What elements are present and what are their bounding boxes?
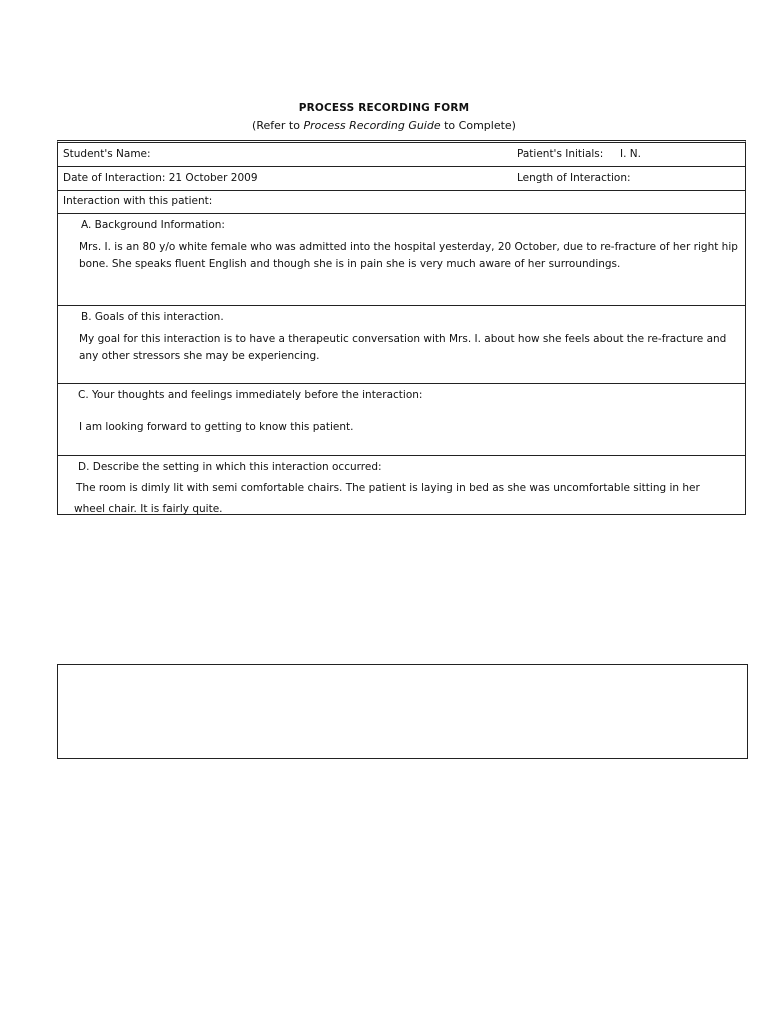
subtitle-guide-name: Process Recording Guide bbox=[303, 119, 441, 132]
section-goals bbox=[58, 306, 745, 384]
section-setting bbox=[58, 456, 745, 514]
section-a-heading: A. Background Information: bbox=[81, 219, 225, 231]
interaction-with-patient-label: Interaction with this patient: bbox=[63, 195, 213, 207]
subtitle-suffix: to Complete) bbox=[440, 119, 516, 132]
patient-initials-label: Patient's Initials: bbox=[517, 148, 604, 160]
student-name-label: Student's Name: bbox=[63, 148, 151, 160]
form-subtitle bbox=[0, 119, 768, 132]
form-title: PROCESS RECORDING FORM bbox=[298, 102, 470, 114]
section-b-body: My goal for this interaction is to have a therapeutic conversation with Mrs. I. about how she feels about the re-fracture and any other stressors she may be experiencing. bbox=[79, 333, 727, 362]
patient-initials-value: I. N. bbox=[620, 148, 641, 160]
section-a-body: Mrs. I. is an 80 y/o white female who was admitted into the hospital yesterday, 20 October, due to re-fracture of her right hip bone. She speaks fluent English and though she is in pain she is very much aware of her surroundings. bbox=[79, 241, 738, 270]
row-student-patient bbox=[58, 143, 745, 167]
date-of-interaction: Date of Interaction: 21 October 2009 bbox=[63, 172, 258, 184]
section-c-body: I am looking forward to getting to know this patient. bbox=[79, 421, 354, 433]
section-d-heading: D. Describe the setting in which this interaction occurred: bbox=[78, 461, 382, 473]
section-d-body-line1: The room is dimly lit with semi comfortable chairs. The patient is laying in bed as she was uncomfortable sitting in her bbox=[76, 482, 700, 494]
row-interaction-label bbox=[58, 191, 745, 214]
subtitle-prefix: (Refer to bbox=[252, 119, 304, 132]
section-background bbox=[58, 214, 745, 306]
section-c-heading: C. Your thoughts and feelings immediately before the interaction: bbox=[78, 389, 423, 401]
section-d-body-line2: wheel chair. It is fairly quite. bbox=[74, 503, 223, 515]
section-thoughts bbox=[58, 384, 745, 456]
blank-form-box bbox=[57, 664, 748, 759]
row-date-length bbox=[58, 167, 745, 191]
process-recording-table bbox=[57, 140, 746, 515]
length-of-interaction-label: Length of Interaction: bbox=[517, 172, 631, 184]
section-b-heading: B. Goals of this interaction. bbox=[81, 311, 224, 323]
